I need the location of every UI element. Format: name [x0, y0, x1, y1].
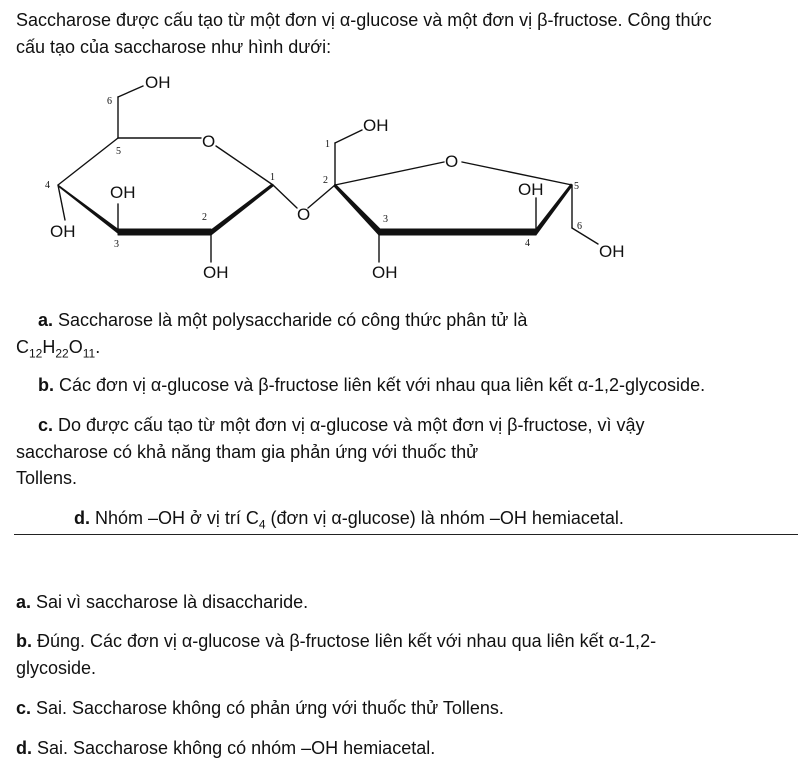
glycosidic-oxygen-label: O: [297, 205, 311, 224]
statement-c-label: c.: [38, 415, 54, 435]
glucose-number-6: 6: [107, 96, 112, 107]
statement-c-text-1: Do được cấu tạo từ một đơn vị α-glucose và một đơn vị β-fructose, vì vậy: [53, 415, 645, 435]
statement-a: [38, 307, 527, 333]
answer-c-text: Sai. Saccharose không có phản ứng với thuốc thử Tollens.: [31, 698, 504, 718]
fructose-bond-c1-oh: [335, 130, 362, 143]
fructose-c1-oh-label: OH: [363, 116, 389, 135]
glucose-c6-oh-label: OH: [145, 73, 171, 92]
intro-line-2: cấu tạo của saccharose như hình dưới:: [16, 37, 332, 57]
intro-line-1: Saccharose được cấu tạo từ một đơn vị α-glucose và một đơn vị β-fructose. Công thức: [16, 10, 712, 30]
statement-b-label: b.: [38, 375, 54, 395]
answer-d: [16, 735, 435, 761]
fructose-wedge-c2-c3: [334, 184, 380, 235]
glucose-bond-c6-oh: [118, 86, 143, 97]
saccharose-structure: [0, 60, 805, 300]
fructose-bold-c3-c4: [379, 229, 536, 235]
answer-c: [16, 695, 504, 721]
glucose-c4-oh-label: OH: [50, 222, 76, 241]
fructose-number-6: 6: [577, 221, 582, 232]
glucose-bold-c3-c2: [118, 229, 211, 235]
statement-c-text-2: saccharose có khả năng tham gia phản ứng với thuốc thử: [16, 442, 479, 462]
fructose-number-1: 1: [325, 139, 330, 150]
fructose-c3-oh-label: OH: [372, 263, 398, 282]
statement-d-label: d.: [74, 508, 90, 528]
fructose-number-4: 4: [525, 238, 530, 249]
statement-a-label: a.: [38, 310, 54, 330]
glucose-number-2: 2: [202, 212, 207, 223]
glycosidic-bond-c1-o: [273, 185, 297, 208]
fructose-number-3: 3: [383, 214, 388, 225]
glucose-c3-oh-label: OH: [110, 183, 136, 202]
answer-b-text-2: glycoside.: [16, 658, 97, 678]
glucose-bond-c5-c4: [58, 138, 118, 185]
fructose-ring-oxygen-label: O: [445, 152, 459, 171]
glucose-number-5: 5: [116, 146, 121, 157]
answer-a: [16, 589, 308, 615]
glycosidic-bond-o-c2: [308, 185, 335, 208]
glucose-number-4: 4: [45, 180, 50, 191]
glucose-number-3: 3: [114, 239, 119, 250]
section-divider: [14, 534, 798, 535]
fructose-c4-oh-label: OH: [518, 180, 544, 199]
answer-b: [16, 628, 656, 654]
glucose-number-1: 1: [270, 172, 275, 183]
statement-b-text: Các đơn vị α-glucose và β-fructose liên kết với nhau qua liên kết α-1,2-glycoside.: [54, 375, 706, 395]
glucose-wedge-c2-c1: [211, 184, 273, 235]
fructose-c6-oh-label: OH: [599, 242, 625, 261]
answer-b-text-1: Đúng. Các đơn vị α-glucose và β-fructose liên kết với nhau qua liên kết α-1,2-: [32, 631, 657, 651]
answer-a-label: a.: [16, 592, 32, 612]
statement-a-text: Saccharose là một polysaccharide có công thức phân tử là: [53, 310, 528, 330]
glucose-bond-o-c1: [216, 146, 273, 185]
answer-c-label: c.: [16, 698, 32, 718]
fructose-bond-c2-o: [335, 162, 444, 185]
answer-b-label: b.: [16, 631, 32, 651]
fructose-number-2: 2: [323, 175, 328, 186]
statement-c: [38, 412, 645, 438]
fructose-bond-o-c5: [462, 162, 572, 185]
glucose-c2-oh-label: OH: [203, 263, 229, 282]
statement-d: d. Nhóm –OH ở vị trí $C_4$ (đơn vị α-glucose) là nhóm –OH hemiacetal.: [74, 508, 624, 532]
answer-d-text: Sai. Saccharose không có nhóm –OH hemiacetal.: [32, 738, 436, 758]
statement-b: [38, 372, 705, 398]
answer-a-text: Sai vì saccharose là disaccharide.: [31, 592, 309, 612]
answer-d-label: d.: [16, 738, 32, 758]
glucose-ring-oxygen-label: O: [202, 132, 216, 151]
statement-a-formula: $C_{12}H_{22}O_{11}$.: [16, 337, 101, 361]
fructose-bond-c6-oh: [572, 228, 598, 244]
fructose-number-5: 5: [574, 181, 579, 192]
statement-c-text-3: Tollens.: [16, 468, 78, 488]
